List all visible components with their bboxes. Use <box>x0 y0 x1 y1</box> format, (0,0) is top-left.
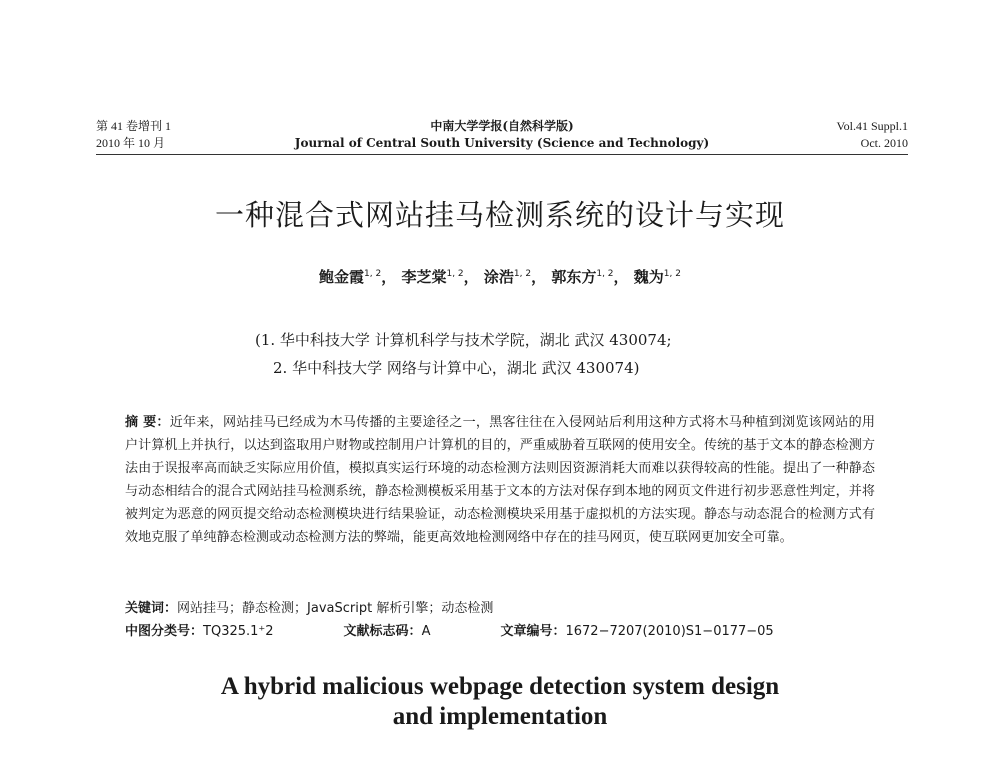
clc-value: TQ325.1⁺2 <box>203 624 274 639</box>
author-affiliation-mark: 1, 2 <box>446 269 464 279</box>
article-number <box>500 620 773 639</box>
paper-title-en <box>0 672 1000 732</box>
author-name: 魏为 <box>633 268 664 286</box>
article-number-label: 文章编号： <box>500 624 566 639</box>
publication-date-en: Oct. 2010 <box>860 136 908 150</box>
author-name: 鲍金霞 <box>319 268 365 286</box>
header-rule <box>96 154 908 155</box>
author-affiliation-mark: 1, 2 <box>513 269 532 279</box>
classification-line <box>125 620 875 639</box>
author-name: 郭东方 <box>551 268 597 286</box>
affiliation-2: 2. 华中科技大学 网络与计算中心，湖北 武汉 430074) <box>273 359 640 377</box>
doc-code-label: 文献标志码： <box>343 624 422 639</box>
publication-date: 2010 年 10 月 <box>96 136 166 150</box>
paper-title-en-line2: and implementation <box>392 703 608 730</box>
volume-issue-en: Vol.41 Suppl.1 <box>836 119 908 133</box>
author-name: 涂浩 <box>483 268 514 286</box>
article-number-value: 1672−7207(2010)S1−0177−05 <box>565 624 774 639</box>
journal-name-en: Journal of Central South University (Science and Technology) <box>294 136 710 150</box>
journal-header <box>96 118 908 158</box>
keywords-text: 网站挂马；静态检测；JavaScript 解析引擎；动态检测 <box>177 601 494 616</box>
abstract-text: 近年来，网站挂马已经成为木马传播的主要途径之一，黑客往往在入侵网站后利用这种方式将木马种植到浏览该网站的用户计算机上并执行，以达到盗取用户财物或控制用户计算机的目的，严重威胁着互联网的使用安全。传统的基于文本的静态检测方法由于误报率高而缺乏实际应用价值，模拟真实运行环境的动态检测方法则因资源消耗大而难以获得较高的性能。提出了一种静态与动态相结合的混合式网站挂马检测系统，静态检测模板采用基于文本的方法对保存到本地的网页文件进行初步恶意性判定，并将被判定为恶意的网页提交给动态检测模块进行结果验证，动态检测模块采用基于虚拟机的方法实现。静态与动态混合的检测方式有效地克服了单纯静态检测或动态检测方法的弊端，能更高效地检测网络中存在的挂马网页，使互联网更加安全可靠。 <box>125 415 876 545</box>
author-affiliation-mark: 1, 2 <box>364 269 382 279</box>
clc-label: 中图分类号： <box>125 624 204 639</box>
author-name: 李芝棠 <box>401 268 447 286</box>
header-row-2 <box>96 135 908 152</box>
volume-issue: 第 41 卷增刊 1 <box>96 119 172 133</box>
clc-number <box>125 620 274 639</box>
document-code <box>344 620 431 639</box>
keywords <box>125 597 493 616</box>
author-affiliation-mark: 1, 2 <box>663 269 681 279</box>
author-list: 鲍金霞$^{1, 2}$， 李芝棠$^{1, 2}$， 涂浩$^{1, 2}$， 郭东方$^{1, 2}$， 魏为$^{1, 2}$ <box>319 268 681 286</box>
doc-code-value: A <box>421 624 431 639</box>
keywords-label: 关键词： <box>125 601 178 616</box>
journal-name-cn: 中南大学学报(自然科学版) <box>430 119 574 133</box>
abstract <box>125 411 875 549</box>
paper-title-en-line1: A hybrid malicious webpage detection system design <box>220 673 780 700</box>
paper-title-cn: 一种混合式网站挂马检测系统的设计与实现 <box>214 198 785 232</box>
abstract-label: 摘 要： <box>125 415 170 430</box>
header-row-1 <box>96 118 908 135</box>
author-affiliation-mark: 1, 2 <box>596 269 614 279</box>
affiliations <box>255 326 672 382</box>
affiliation-1: (1. 华中科技大学 计算机科学与技术学院，湖北 武汉 430074; <box>255 331 672 349</box>
